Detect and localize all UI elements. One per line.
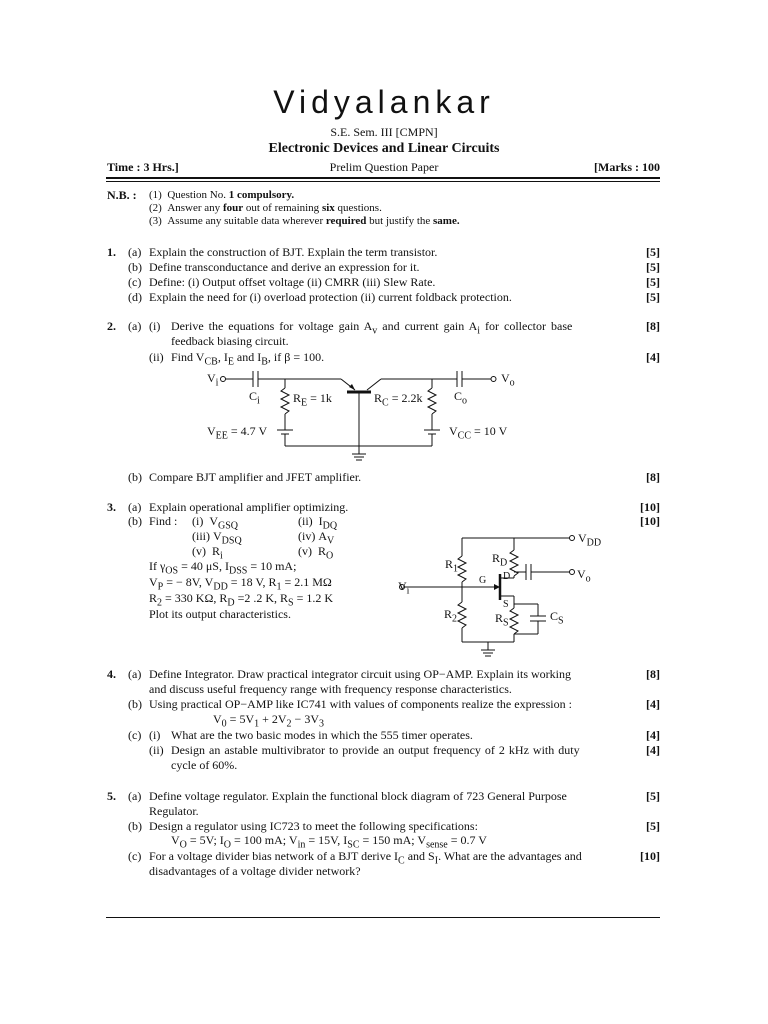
rd-label — [492, 551, 507, 568]
text: I — [219, 833, 224, 847]
paper-type: Prelim Question Paper — [329, 160, 439, 174]
semester: S.E. Sem. III [CMPN] — [330, 125, 438, 139]
text: = 40 μS, I — [178, 559, 229, 573]
nb-item — [149, 215, 460, 227]
part-marks: [10] — [640, 500, 660, 514]
part-label: (a) — [128, 500, 142, 514]
subscript: S — [503, 617, 509, 629]
given-line: Plot its output characteristics. — [149, 607, 291, 621]
text: R — [149, 591, 158, 605]
rs-label — [495, 611, 509, 628]
text: C — [454, 389, 463, 403]
header-rule-thin — [106, 181, 660, 182]
text: Find V — [171, 350, 205, 364]
subscript: O — [326, 550, 334, 562]
given-line — [149, 575, 332, 592]
text: = 10 mA; — [247, 559, 297, 573]
nb-text: out of remaining — [243, 202, 322, 214]
sub-label: (ii) — [149, 350, 164, 364]
part-marks: [5] — [646, 275, 660, 289]
part-text: Design a regulator using IC723 to meet the following specifications: — [149, 819, 478, 833]
vo-label — [577, 567, 591, 584]
text: R — [318, 544, 327, 558]
re-resistor — [281, 388, 289, 414]
text: V — [213, 712, 222, 726]
cs-label — [550, 609, 564, 626]
vi-terminal — [221, 377, 226, 382]
text: I — [343, 833, 348, 847]
text: = 1k — [307, 391, 332, 405]
vo-terminal — [570, 570, 575, 575]
re-label — [293, 391, 332, 408]
bjt-circuit-diagram — [195, 368, 525, 464]
text: = 4.7 V — [227, 424, 268, 438]
part-text: Explain the need for (i) overload protection (ii) current foldback protection. — [149, 290, 512, 304]
part-marks: [4] — [646, 350, 660, 364]
nb-text: Assume any suitable data wherever — [167, 215, 326, 227]
question-number: 2. — [107, 319, 116, 333]
subscript: C — [398, 855, 405, 867]
vdd-terminal — [570, 536, 575, 541]
text: − 3V — [291, 712, 319, 726]
spec-line — [171, 833, 487, 850]
text: V — [213, 529, 222, 543]
part-label: (d) — [128, 290, 142, 304]
nb-num: (2) — [149, 202, 162, 214]
text: V — [207, 371, 216, 385]
subscript: 1 — [254, 718, 260, 730]
question-number: 3. — [107, 500, 116, 514]
subscript: i — [477, 325, 481, 337]
part-text: Design an astable multivibrator to provide an output frequency of 2 kHz with duty — [171, 743, 580, 757]
header-rule-thick — [106, 177, 660, 179]
part-label: (b) — [128, 260, 142, 274]
text: V — [398, 579, 407, 593]
text: V — [149, 575, 158, 589]
subscript: in — [297, 839, 306, 851]
part-text: Explain operational amplifier optimizing. — [149, 500, 349, 514]
nb-bold: six — [321, 202, 335, 214]
subscript: DQ — [322, 520, 338, 532]
brand-title: Vidyalankar — [273, 84, 495, 120]
text: (v) — [298, 544, 312, 558]
vi-label — [398, 579, 409, 596]
part-marks: [4] — [646, 743, 660, 757]
text: If γ — [149, 559, 166, 573]
subscript: i — [257, 395, 260, 407]
part-text: Define: (i) Output offset voltage (ii) CMRR (iii) Slew Rate. — [149, 275, 436, 289]
text: = 150 mA; — [359, 833, 418, 847]
subscript: SC — [347, 839, 360, 851]
text: V — [578, 531, 587, 545]
part-marks: [8] — [646, 667, 660, 681]
text: V — [288, 833, 298, 847]
part-label: (a) — [128, 245, 142, 259]
part-text: Regulator. — [149, 804, 199, 818]
given-line — [149, 559, 296, 576]
part-text: Explain the construction of BJT. Explain the term transistor. — [149, 245, 438, 259]
part-marks: [5] — [646, 290, 660, 304]
r2-resistor — [458, 602, 466, 628]
part-text: Define transconductance and derive an expression for it. — [149, 260, 420, 274]
text: V — [171, 833, 180, 847]
text: + 2V — [259, 712, 287, 726]
footer-rule — [106, 917, 660, 918]
text: =2 .2 K, R — [234, 591, 289, 605]
nb-text: Question No. — [167, 189, 229, 201]
subscript: v — [372, 325, 378, 337]
subscript: S — [558, 615, 564, 627]
nb-item — [149, 202, 382, 214]
subscript: o — [509, 377, 515, 389]
subscript: DD — [213, 581, 228, 593]
text: = − 8V, V — [163, 575, 214, 589]
text: = 100 mA; — [231, 833, 289, 847]
subscript: 2 — [286, 718, 292, 730]
subscript: E — [301, 397, 308, 409]
rs-resistor — [510, 608, 518, 634]
part-marks: [10] — [640, 514, 660, 528]
text: V — [501, 371, 510, 385]
subscript: GSQ — [218, 520, 239, 532]
text: = 330 KΩ, R — [162, 591, 228, 605]
part-label: (a) — [128, 319, 142, 333]
part-text: and discuss useful frequency range with frequency response characteristics. — [149, 682, 512, 696]
text: = 2.1 MΩ — [281, 575, 332, 589]
subscript: O — [223, 839, 232, 851]
part-label: (a) — [128, 667, 142, 681]
subscript: CC — [457, 430, 472, 442]
part-text: Compare BJT amplifier and JFET amplifier. — [149, 470, 362, 484]
text: = 5V; — [186, 833, 220, 847]
nb-text: but justify the — [366, 215, 434, 227]
nb-bold: 1 compulsory. — [228, 189, 295, 201]
subject-title: Electronic Devices and Linear Circuits — [268, 141, 500, 156]
part-text: feedback biasing circuit. — [171, 334, 289, 348]
text: C — [249, 389, 258, 403]
text: A — [318, 529, 327, 543]
text: = 10 V — [471, 424, 508, 438]
subscript: 1 — [453, 563, 459, 575]
part-marks: [4] — [646, 728, 660, 742]
nb-text: Answer any — [167, 202, 223, 214]
text: Derive the equations for voltage gain A — [171, 319, 373, 333]
text: = 18 V, R — [227, 575, 277, 589]
subscript: i — [215, 377, 219, 389]
text: , I — [217, 350, 228, 364]
part-label: (c) — [128, 728, 142, 742]
text: = 15V, — [305, 833, 344, 847]
source-label: S — [503, 599, 509, 610]
r1-label — [445, 557, 458, 574]
text: and I — [233, 350, 262, 364]
text: (v) — [192, 544, 206, 558]
text: . What are the advantages and — [438, 849, 582, 863]
part-marks: [8] — [646, 319, 660, 333]
marks-label: [Marks : 100 — [594, 160, 660, 174]
question-number: 1. — [107, 245, 116, 259]
nb-text: questions. — [334, 202, 382, 214]
nb-item — [149, 189, 294, 201]
part-marks: [4] — [646, 697, 660, 711]
subscript: 1 — [276, 581, 282, 593]
text: = 0.7 V — [447, 833, 487, 847]
part-marks: [5] — [646, 245, 660, 259]
subscript: P — [157, 581, 164, 593]
subscript: DSQ — [221, 535, 242, 547]
text: = 1.2 K — [293, 591, 334, 605]
part-text: Define voltage regulator. Explain the functional block diagram of 723 General Purpose — [149, 789, 567, 803]
subscript: o — [462, 395, 468, 407]
part-marks: [10] — [640, 849, 660, 863]
subscript: S — [288, 597, 294, 609]
text: R — [212, 544, 221, 558]
subscript: 0 — [221, 718, 227, 730]
nb-bold: required — [325, 215, 367, 227]
subscript: O — [179, 839, 187, 851]
part-marks: [5] — [646, 789, 660, 803]
part-text: Find : — [149, 514, 178, 528]
ci-label — [249, 389, 260, 406]
subscript: V — [327, 535, 335, 547]
vi-label — [207, 371, 218, 388]
find-item — [298, 544, 333, 561]
sub-label: (i) — [149, 319, 161, 333]
nb-bold: four — [222, 202, 244, 214]
part-text: Using practical OP−AMP like IC741 with values of components realize the expression : — [149, 697, 572, 711]
sub-label: (i) — [149, 728, 161, 742]
part-text — [171, 350, 324, 367]
text: V — [209, 514, 218, 528]
text: V — [449, 424, 458, 438]
text: and S — [404, 849, 435, 863]
vee-label — [207, 424, 267, 441]
vdd-label — [578, 531, 601, 548]
subscript: D — [227, 597, 235, 609]
gate-label: G — [479, 575, 487, 586]
nb-num: (3) — [149, 215, 162, 227]
part-label: (b) — [128, 819, 142, 833]
nb-label: N.B. : — [107, 188, 137, 202]
subscript: o — [585, 573, 591, 585]
text: (iii) — [192, 529, 210, 543]
text: V — [577, 567, 586, 581]
subscript: E — [227, 356, 234, 368]
subscript: D — [500, 557, 508, 569]
r2-label — [444, 607, 457, 624]
text: For a voltage divider bias network of a BJT derive I — [149, 849, 399, 863]
text: R — [445, 557, 454, 571]
part-text: Define Integrator. Draw practical integrator circuit using OP−AMP. Explain its working — [149, 667, 571, 681]
subscript: i — [406, 585, 410, 597]
text: (iv) — [298, 529, 316, 543]
part-label: (a) — [128, 789, 142, 803]
text: R — [374, 391, 383, 405]
part-marks: [8] — [646, 470, 660, 484]
text: C — [550, 609, 559, 623]
part-label: (c) — [128, 275, 142, 289]
co-label — [454, 389, 467, 406]
text: V — [417, 833, 427, 847]
rc-resistor — [428, 388, 436, 414]
text: = 2.2k — [388, 391, 423, 405]
subscript: 2 — [452, 613, 458, 625]
text: R — [495, 611, 504, 625]
jfet-circuit-diagram — [380, 530, 580, 670]
time-label: Time : 3 Hrs.] — [107, 160, 179, 174]
text: R — [444, 607, 453, 621]
sub-label: (ii) — [149, 743, 164, 757]
vo-terminal — [491, 377, 496, 382]
subscript: sense — [426, 839, 448, 851]
question-number: 5. — [107, 789, 116, 803]
vo-label — [501, 371, 515, 388]
part-marks: [5] — [646, 819, 660, 833]
subscript: EE — [215, 430, 228, 442]
part-label: (b) — [128, 697, 142, 711]
part-marks: [5] — [646, 260, 660, 274]
subscript: C — [382, 397, 389, 409]
text: for collector base — [480, 319, 573, 333]
subscript: 3 — [318, 718, 324, 730]
r1-resistor — [458, 556, 466, 582]
text: , if β = 100. — [267, 350, 325, 364]
text: R — [492, 551, 501, 565]
drain-label: D — [503, 571, 511, 582]
text: and current gain A — [377, 319, 478, 333]
text: (ii) — [298, 514, 313, 528]
text: I — [318, 514, 323, 528]
subscript: B — [261, 356, 268, 368]
text: R — [293, 391, 302, 405]
question-number: 4. — [107, 667, 116, 681]
part-label: (c) — [128, 849, 142, 863]
vcc-label — [449, 424, 507, 441]
text: = 5V — [226, 712, 255, 726]
emitter-arrow — [349, 384, 355, 390]
rc-label — [374, 391, 422, 408]
part-label: (b) — [128, 470, 142, 484]
subscript: OS — [165, 565, 179, 577]
part-text: What are the two basic modes in which the 555 timer operates. — [171, 728, 473, 742]
nb-num: (1) — [149, 189, 162, 201]
subscript: I — [434, 855, 439, 867]
part-text: disadvantages of a voltage divider network? — [149, 864, 361, 878]
given-line — [149, 591, 333, 608]
expression — [213, 712, 324, 729]
part-label: (b) — [128, 514, 142, 528]
text: V — [207, 424, 216, 438]
subscript: DD — [586, 537, 602, 549]
subscript: i — [220, 550, 223, 562]
subscript: DSS — [228, 565, 248, 577]
subscript: 2 — [157, 597, 163, 609]
nb-bold: same. — [433, 215, 460, 227]
part-text: cycle of 60%. — [171, 758, 238, 772]
text: (i) — [192, 514, 204, 528]
subscript: CB — [204, 356, 218, 368]
